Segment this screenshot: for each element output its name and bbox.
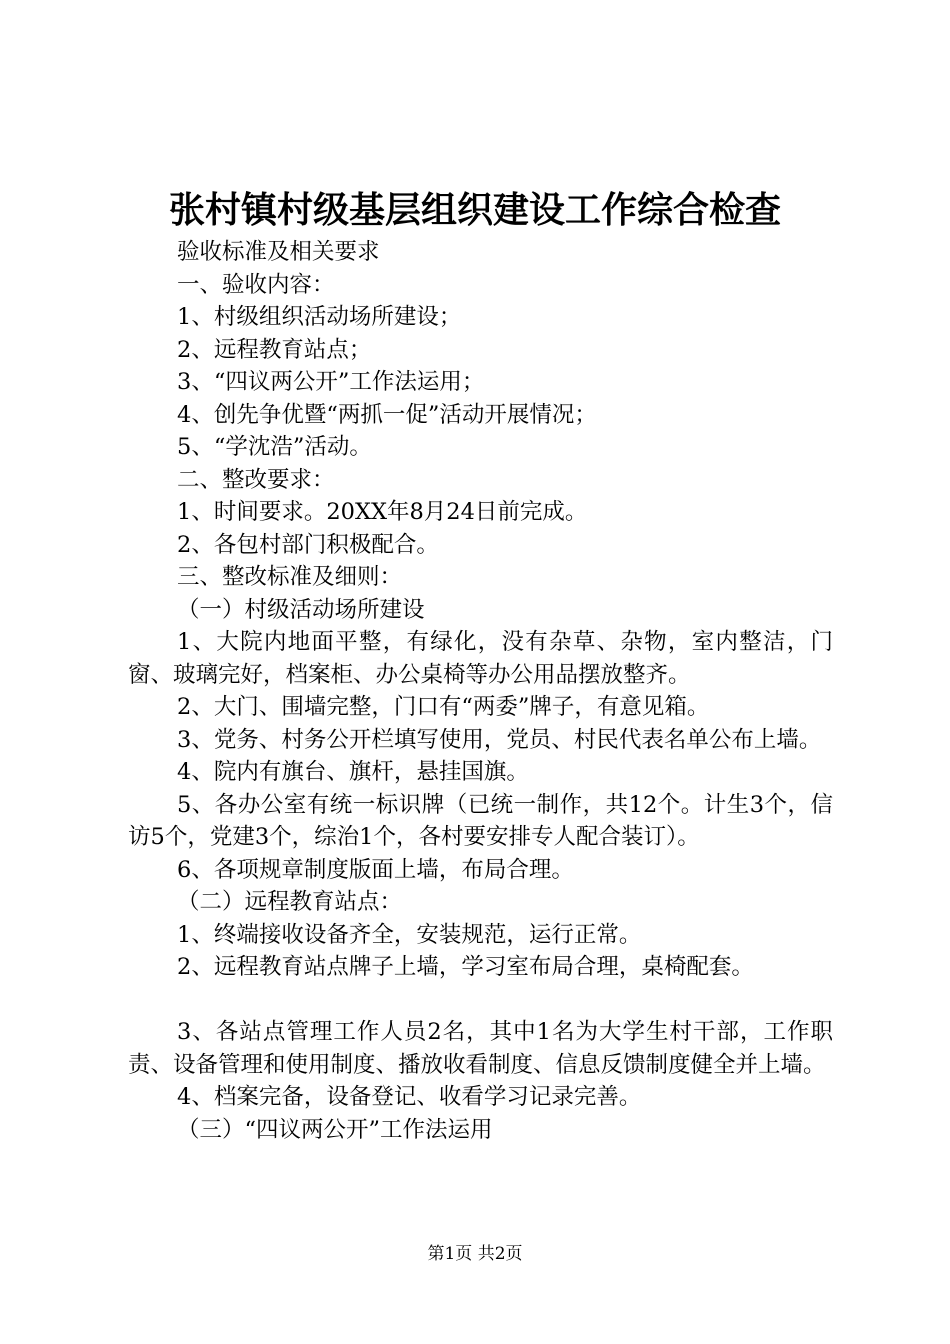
paragraph: 4、档案完备，设备登记、收看学习记录完善。 bbox=[177, 1084, 642, 1110]
list-item: 1、村级组织活动场所建设； bbox=[177, 304, 462, 330]
page-footer: 第1页 共2页 bbox=[427, 1244, 523, 1264]
list-item: 5、“学沈浩”活动。 bbox=[177, 434, 372, 460]
paragraph: 2、大门、围墙完整，门口有“两委”牌子，有意见箱。 bbox=[177, 694, 710, 720]
list-item: 1、时间要求。20XX年8月24日前完成。 bbox=[177, 499, 588, 525]
paragraph: 1、终端接收设备齐全，安装规范，运行正常。 bbox=[177, 921, 642, 948]
paragraph: 3、各站点管理工作人员2名，其中1名为大学生村干部，工作职责、设备管理和使用制度、播放收看制度、信息反馈制度健全并上墙。 bbox=[128, 1019, 833, 1078]
section-heading: 一、验收内容： bbox=[177, 271, 335, 298]
blank-line bbox=[128, 984, 833, 1017]
paragraph: 1、大院内地面平整，有绿化，没有杂草、杂物，室内整洁，门窗、玻璃完好，档案柜、办公桌椅等办公用品摆放整齐。 bbox=[128, 629, 833, 688]
list-item: 4、创先争优暨“两抓一促”活动开展情况； bbox=[177, 401, 597, 428]
paragraph: 4、院内有旗台、旗杆，悬挂国旗。 bbox=[177, 759, 529, 785]
document-title: 张村镇村级基层组织建设工作综合检查 bbox=[168, 189, 781, 231]
paragraph: 2、远程教育站点牌子上墙，学习室布局合理，桌椅配套。 bbox=[177, 954, 754, 980]
paragraph: 6、各项规章制度版面上墙，布局合理。 bbox=[177, 856, 574, 883]
paragraph: 3、党务、村务公开栏填写使用，党员、村民代表名单公布上墙。 bbox=[177, 726, 822, 753]
subsection-heading: （一）村级活动场所建设 bbox=[177, 596, 425, 623]
subsection-heading: （二）远程教育站点： bbox=[177, 889, 403, 915]
list-item: 3、“四议两公开”工作法运用； bbox=[177, 369, 485, 395]
document-body bbox=[128, 236, 833, 1146]
section-heading: 三、整改标准及细则： bbox=[177, 564, 403, 590]
paragraph: 5、各办公室有统一标识牌（已统一制作，共12个。计生3个，信访5个，党建3个，综治1个，各村要安排专人配合装订）。 bbox=[128, 791, 833, 850]
subsection-heading: （三）“四议两公开”工作法运用 bbox=[177, 1116, 493, 1143]
list-item: 2、远程教育站点； bbox=[177, 336, 372, 363]
subtitle-line: 验收标准及相关要求 bbox=[177, 239, 380, 265]
list-item: 2、各包村部门积极配合。 bbox=[177, 531, 439, 558]
section-heading: 二、整改要求： bbox=[177, 466, 335, 493]
